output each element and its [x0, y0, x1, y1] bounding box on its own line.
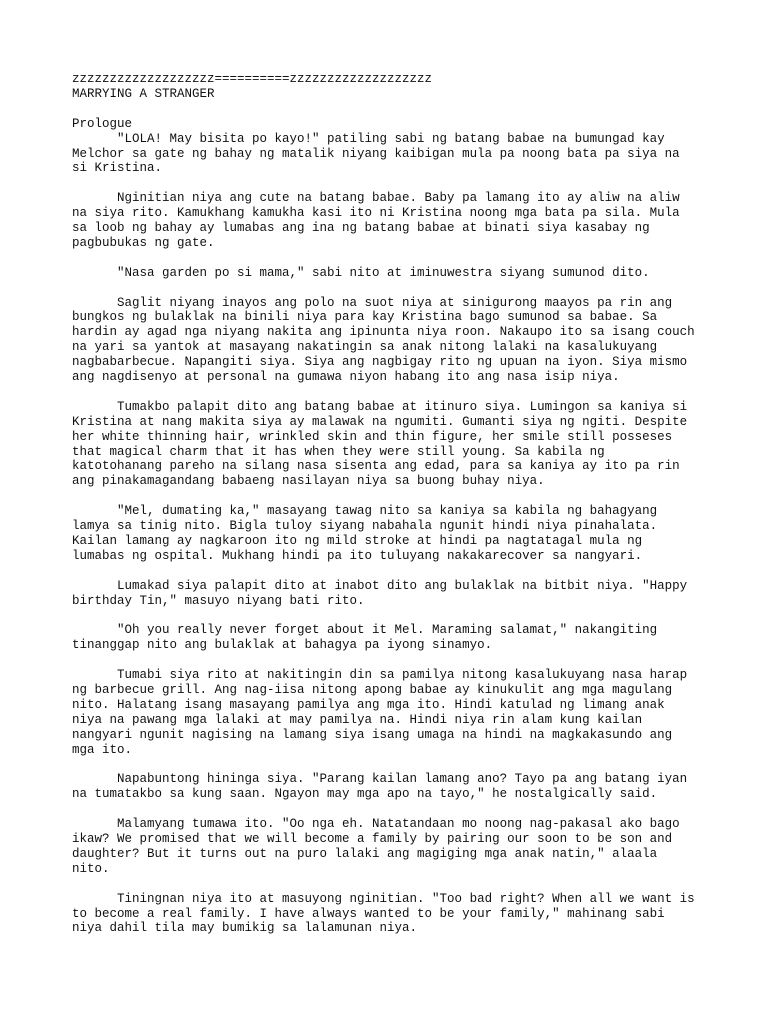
paragraph: [72, 191, 700, 251]
paragraph-line: daughter? But it turns out na puro lalaki ang magiging mga anak natin," alaala: [72, 846, 658, 861]
paragraph-line: Tumakbo palapit dito ang batang babae at itinuro siya. Lumingon sa kaniya si: [72, 399, 688, 414]
paragraph: [72, 623, 700, 653]
paragraph: [72, 266, 700, 281]
paragraph-line: pagbubukas ng gate.: [72, 235, 215, 250]
body-text: [72, 132, 700, 937]
paragraph-line: ikaw? We promised that we will become a family by pairing our soon to be son and: [72, 832, 673, 847]
paragraph-line: Tiningnan niya ito at masuyong nginitian. "Too bad right? When all we want is: [72, 891, 695, 906]
document-page: [72, 72, 700, 951]
paragraph: [72, 504, 700, 564]
paragraph: [72, 668, 700, 757]
paragraph-line: Malamyang tumawa ito. "Oo nga eh. Natatandaan mo noong nag-pakasal ako bago: [72, 817, 680, 832]
paragraph-line: Melchor sa gate ng bahay ng matalik niyang kaibigan mula pa noong bata pa siya na: [72, 146, 680, 161]
paragraph-line: bungkos ng bulaklak na binili niya para kay Kristina bago sumunod sa babae. Sa: [72, 310, 658, 325]
paragraph-line: sa loob ng bahay ay lumabas ang ina ng batang babae at binati siya kasabay ng: [72, 221, 650, 236]
paragraph: [72, 772, 700, 802]
paragraph: [72, 400, 700, 489]
paragraph-line: mga ito.: [72, 742, 133, 757]
paragraph-line: hardin ay agad nga niyang nakita ang ipinunta niya roon. Nakaupo ito sa isang couch: [72, 325, 695, 340]
paragraph-line: "Oh you really never forget about it Mel. Maraming salamat," nakangiting: [72, 623, 658, 638]
paragraph-line: nito.: [72, 861, 110, 876]
paragraph-line: na siya rito. Kamukhang kamukha kasi ito ni Kristina noong mga bata pa sila. Mula: [72, 206, 680, 221]
paragraph-line: nito. Halatang isang masayang pamilya ang mga ito. Hindi katulad ng limang anak: [72, 697, 665, 712]
paragraph-line: ang pinakamagandang babaeng nasilayan niya sa buong buhay niya.: [72, 474, 545, 489]
paragraph-line: Kailan lamang ay nagkaroon ito ng mild stroke at hindi pa nagtatagal mula ng: [72, 534, 643, 548]
separator-line: zzzzzzzzzzzzzzzzzzz==========zzzzzzzzzzzzzzzzzzz: [72, 72, 433, 86]
paragraph-line: na yari sa yantok at masayang nakatingin sa anak nitong lalaki na kasalukuyang: [72, 340, 658, 355]
section-heading: Prologue: [72, 116, 133, 131]
paragraph-line: nangyari ngunit nagising na lamang siya isang umaga na hindi na magkakasundo ang: [72, 727, 673, 742]
paragraph-line: niya na pawang mga lalaki at may pamilya na. Hindi niya rin alam kung kailan: [72, 712, 643, 727]
paragraph-line: tinanggap nito ang bulaklak at bahagya pa iyong sinamyo.: [72, 638, 493, 653]
paragraph: [72, 132, 700, 177]
paragraph-line: Saglit niyang inayos ang polo na suot niya at sinigurong maayos pa rin ang: [72, 295, 673, 310]
paragraph-line: birthday Tin," masuyo niyang bati rito.: [72, 593, 365, 608]
paragraph: [72, 296, 700, 385]
paragraph-line: "Nasa garden po si mama," sabi nito at iminuwestra siyang sumunod dito.: [72, 265, 650, 280]
paragraph-line: niya dahil tila may bumikig sa lalamunan niya.: [72, 921, 418, 936]
paragraph-line: Napabuntong hininga siya. "Parang kailan lamang ano? Tayo pa ang batang iyan: [72, 772, 688, 787]
paragraph-line: na tumatakbo sa kung saan. Ngayon may mga apo na tayo," he nostalgically said.: [72, 787, 658, 802]
paragraph: [72, 817, 700, 877]
blank-line: [72, 102, 700, 117]
paragraph-line: nagbabarbecue. Napangiti siya. Siya ang nagbigay rito ng upuan na iyon. Siya mismo: [72, 355, 688, 370]
paragraph-line: si Kristina.: [72, 161, 163, 176]
paragraph-line: "Mel, dumating ka," masayang tawag nito sa kaniya sa kabila ng bahagyang: [72, 504, 658, 519]
paragraph-line: katotohanang pareho na silang nasa sisenta ang edad, para sa kaniya ay ito pa rin: [72, 459, 680, 474]
paragraph-line: her white thinning hair, wrinkled skin and thin figure, her smile still posseses: [72, 429, 673, 444]
paragraph-line: Lumakad siya palapit dito at inabot dito ang bulaklak na bitbit niya. "Happy: [72, 578, 688, 593]
document-title: MARRYING A STRANGER: [72, 86, 215, 101]
paragraph-line: to become a real family. I have always wanted to be your family," mahinang sabi: [72, 906, 665, 921]
paragraph: [72, 892, 700, 937]
paragraph-line: Kristina at nang makita siya ay malawak na ngumiti. Gumanti siya ng ngiti. Despite: [72, 414, 688, 429]
paragraph-line: that magical charm that it has when they were still young. Sa kabila ng: [72, 444, 605, 459]
paragraph: [72, 579, 700, 609]
paragraph-line: lamya sa tinig nito. Bigla tuloy siyang nabahala ngunit hindi niya pinahalata.: [72, 519, 658, 534]
paragraph-line: Tumabi siya rito at nakitingin din sa pamilya nitong kasalukuyang nasa harap: [72, 668, 688, 683]
paragraph-line: ang nagdisenyo at personal na gumawa niyon habang ito ang nasa isip niya.: [72, 370, 620, 385]
paragraph-line: lumabas ng ospital. Mukhang hindi pa ito tuluyang nakakarecover sa nangyari.: [72, 548, 643, 563]
paragraph-line: "LOLA! May bisita po kayo!" patiling sabi ng batang babae na bumungad kay: [72, 131, 665, 146]
paragraph-line: ng barbecue grill. Ang nag-iisa nitong apong babae ay kinukulit ang mga magulang: [72, 683, 673, 698]
paragraph-line: Nginitian niya ang cute na batang babae. Baby pa lamang ito ay aliw na aliw: [72, 191, 680, 206]
